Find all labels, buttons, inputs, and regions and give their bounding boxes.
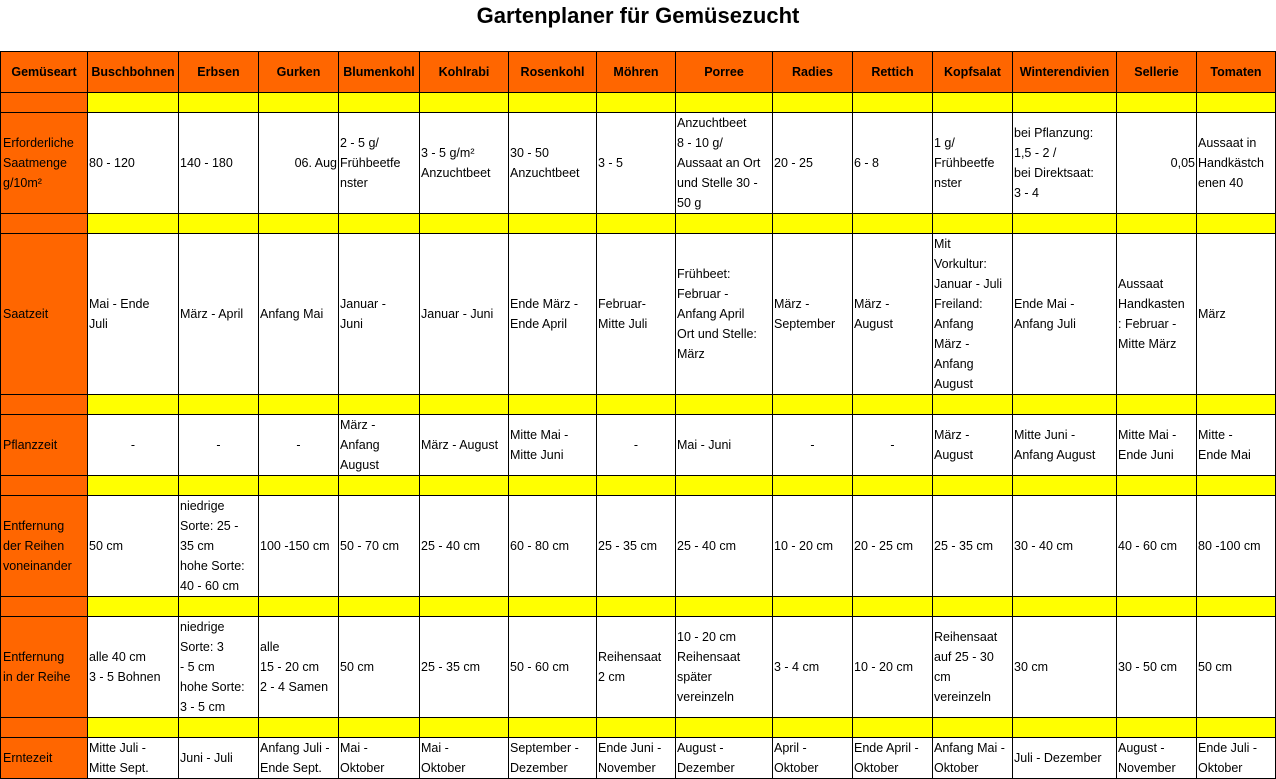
separator-cell[interactable]	[179, 93, 259, 113]
table-cell[interactable]: 25 - 40 cm	[676, 496, 773, 597]
table-cell[interactable]: März	[1197, 234, 1276, 395]
separator-cell[interactable]	[1117, 597, 1197, 617]
separator-cell[interactable]	[1197, 395, 1276, 415]
separator-cell[interactable]	[1013, 93, 1117, 113]
table-cell[interactable]: Juni - Juli	[179, 738, 259, 779]
separator-cell[interactable]	[1117, 93, 1197, 113]
table-cell[interactable]: 50 cm	[88, 496, 179, 597]
separator-cell[interactable]	[509, 718, 597, 738]
separator-cell[interactable]	[773, 597, 853, 617]
table-cell[interactable]: September - Dezember	[509, 738, 597, 779]
table-cell[interactable]: Anfang Juli - Ende Sept.	[259, 738, 339, 779]
separator-cell[interactable]	[179, 476, 259, 496]
separator-cell[interactable]	[509, 93, 597, 113]
table-row	[1, 496, 1276, 597]
table-cell[interactable]: Mai - Oktober	[420, 738, 509, 779]
separator-cell[interactable]	[1197, 476, 1276, 496]
separator-cell[interactable]	[509, 597, 597, 617]
separator-cell[interactable]	[179, 718, 259, 738]
table-cell[interactable]: 6 - 8	[853, 113, 933, 214]
separator-cell[interactable]	[773, 214, 853, 234]
table-cell[interactable]: 25 - 35 cm	[420, 617, 509, 718]
table-cell[interactable]: 25 - 35 cm	[597, 496, 676, 597]
table-cell[interactable]: 10 - 20 cm	[773, 496, 853, 597]
empty-row[interactable]	[0, 32, 1276, 51]
separator-cell[interactable]	[420, 395, 509, 415]
table-cell[interactable]: Anzuchtbeet 8 - 10 g/ Aussaat an Ort und Stelle 30 - 50 g	[676, 113, 773, 214]
separator-cell[interactable]	[1197, 597, 1276, 617]
separator-cell[interactable]	[420, 93, 509, 113]
separator-cell[interactable]	[259, 597, 339, 617]
separator-cell[interactable]	[933, 214, 1013, 234]
row-label-cell[interactable]: Entfernung der Reihen voneinander	[1, 496, 88, 597]
table-cell[interactable]: Frühbeet: Februar - Anfang April Ort und Stelle: März	[676, 234, 773, 395]
table-cell[interactable]: -	[597, 415, 676, 476]
table-cell[interactable]: März - April	[179, 234, 259, 395]
header-cell[interactable]: Gemüseart	[1, 52, 88, 93]
separator-cell[interactable]	[420, 214, 509, 234]
separator-cell[interactable]	[88, 93, 179, 113]
separator-cell[interactable]	[853, 597, 933, 617]
table-cell[interactable]: niedrige Sorte: 3 - 5 cm hohe Sorte: 3 - 5 cm	[179, 617, 259, 718]
header-cell[interactable]: Möhren	[597, 52, 676, 93]
table-cell[interactable]: April - Oktober	[773, 738, 853, 779]
separator-cell[interactable]	[773, 476, 853, 496]
table-cell[interactable]: alle 15 - 20 cm 2 - 4 Samen	[259, 617, 339, 718]
separator-cell[interactable]	[1013, 476, 1117, 496]
table-row	[1, 617, 1276, 718]
separator-cell[interactable]	[339, 93, 420, 113]
separator-cell[interactable]	[1197, 718, 1276, 738]
table-cell[interactable]: Aussaat in Handkästch enen 40	[1197, 113, 1276, 214]
table-cell[interactable]: Mitte - Ende Mai	[1197, 415, 1276, 476]
separator-cell[interactable]	[339, 214, 420, 234]
separator-cell[interactable]	[88, 718, 179, 738]
separator-cell[interactable]	[597, 395, 676, 415]
table-cell[interactable]: Mitte Juni - Anfang August	[1013, 415, 1117, 476]
separator-cell[interactable]	[509, 214, 597, 234]
table-cell[interactable]: 10 - 20 cm Reihensaat später vereinzeln	[676, 617, 773, 718]
separator-cell[interactable]	[1197, 93, 1276, 113]
row-label-cell[interactable]: Entfernung in der Reihe	[1, 617, 88, 718]
table-cell[interactable]: Januar - Juni	[339, 234, 420, 395]
table-cell[interactable]: Aussaat Handkasten : Februar - Mitte März	[1117, 234, 1197, 395]
separator-cell[interactable]	[933, 93, 1013, 113]
table-cell[interactable]: Ende Mai - Anfang Juli	[1013, 234, 1117, 395]
table-cell[interactable]: 50 cm	[1197, 617, 1276, 718]
table-cell[interactable]: 30 - 50 cm	[1117, 617, 1197, 718]
row-label-cell[interactable]: Saatzeit	[1, 234, 88, 395]
separator-cell[interactable]	[1197, 214, 1276, 234]
table-cell[interactable]: Mitte Juli - Mitte Sept.	[88, 738, 179, 779]
table-cell[interactable]: -	[773, 415, 853, 476]
separator-cell[interactable]	[933, 597, 1013, 617]
table-cell[interactable]: 50 cm	[339, 617, 420, 718]
table-cell[interactable]: Mitte Mai - Mitte Juni	[509, 415, 597, 476]
separator-cell[interactable]	[597, 214, 676, 234]
separator-cell[interactable]	[420, 718, 509, 738]
separator-cell[interactable]	[933, 718, 1013, 738]
table-cell[interactable]: Februar- Mitte Juli	[597, 234, 676, 395]
separator-cell[interactable]	[339, 597, 420, 617]
table-cell[interactable]: Reihensaat auf 25 - 30 cm vereinzeln	[933, 617, 1013, 718]
row-label-cell[interactable]: Erforderliche Saatmenge g/10m²	[1, 113, 88, 214]
table-cell[interactable]: 50 - 60 cm	[509, 617, 597, 718]
row-label-cell[interactable]: Pflanzzeit	[1, 415, 88, 476]
separator-cell[interactable]	[853, 718, 933, 738]
header-cell[interactable]: Erbsen	[179, 52, 259, 93]
header-cell[interactable]: Winterendivien	[1013, 52, 1117, 93]
table-cell[interactable]: 50 - 70 cm	[339, 496, 420, 597]
separator-cell[interactable]	[853, 476, 933, 496]
table-cell[interactable]: 100 -150 cm	[259, 496, 339, 597]
table-cell[interactable]: alle 40 cm 3 - 5 Bohnen	[88, 617, 179, 718]
separator-cell[interactable]	[1013, 597, 1117, 617]
table-cell[interactable]: Mitte Mai - Ende Juni	[1117, 415, 1197, 476]
separator-cell[interactable]	[1, 718, 88, 738]
separator-row	[1, 395, 1276, 415]
table-cell[interactable]: Mit Vorkultur: Januar - Juli Freiland: Anfang März - Anfang August	[933, 234, 1013, 395]
table-cell[interactable]: 80 - 120	[88, 113, 179, 214]
table-cell[interactable]: 0,05	[1117, 113, 1197, 214]
separator-cell[interactable]	[933, 395, 1013, 415]
table-cell[interactable]: 30 - 40 cm	[1013, 496, 1117, 597]
separator-cell[interactable]	[676, 718, 773, 738]
table-cell[interactable]: März - Anfang August	[339, 415, 420, 476]
separator-cell[interactable]	[259, 718, 339, 738]
table-cell[interactable]: 1 g/ Frühbeetfe nster	[933, 113, 1013, 214]
header-cell[interactable]: Tomaten	[1197, 52, 1276, 93]
separator-cell[interactable]	[339, 476, 420, 496]
header-cell[interactable]: Kohlrabi	[420, 52, 509, 93]
separator-cell[interactable]	[1, 476, 88, 496]
table-cell[interactable]: 80 -100 cm	[1197, 496, 1276, 597]
table-cell[interactable]: -	[853, 415, 933, 476]
header-cell[interactable]: Buschbohnen	[88, 52, 179, 93]
table-cell[interactable]: Anfang Mai - Oktober	[933, 738, 1013, 779]
separator-cell[interactable]	[1013, 718, 1117, 738]
header-cell[interactable]: Kopfsalat	[933, 52, 1013, 93]
table-cell[interactable]: August - Dezember	[676, 738, 773, 779]
table-cell[interactable]: März - August	[933, 415, 1013, 476]
header-cell[interactable]: Rosenkohl	[509, 52, 597, 93]
separator-cell[interactable]	[597, 718, 676, 738]
separator-cell[interactable]	[1117, 476, 1197, 496]
separator-cell[interactable]	[853, 93, 933, 113]
table-cell[interactable]: 3 - 5 g/m² Anzuchtbeet	[420, 113, 509, 214]
separator-cell[interactable]	[1117, 395, 1197, 415]
separator-cell[interactable]	[88, 395, 179, 415]
separator-cell[interactable]	[1, 214, 88, 234]
separator-cell[interactable]	[676, 476, 773, 496]
sheet-title[interactable]: Gartenplaner für Gemüsezucht	[476, 3, 800, 28]
separator-row	[1, 214, 1276, 234]
table-cell[interactable]: März - September	[773, 234, 853, 395]
separator-cell[interactable]	[1013, 395, 1117, 415]
separator-cell[interactable]	[179, 214, 259, 234]
table-cell[interactable]: März - August	[420, 415, 509, 476]
table-cell[interactable]: Ende Juni - November	[597, 738, 676, 779]
table-cell[interactable]: Anfang Mai	[259, 234, 339, 395]
separator-cell[interactable]	[676, 395, 773, 415]
table-cell[interactable]: Ende April - Oktober	[853, 738, 933, 779]
separator-row	[1, 93, 1276, 113]
separator-cell[interactable]	[597, 93, 676, 113]
separator-cell[interactable]	[773, 718, 853, 738]
table-cell[interactable]: Januar - Juni	[420, 234, 509, 395]
header-cell[interactable]: Radies	[773, 52, 853, 93]
header-cell[interactable]: Blumenkohl	[339, 52, 420, 93]
separator-cell[interactable]	[259, 476, 339, 496]
garden-table	[0, 51, 1276, 779]
table-cell[interactable]: Mai - Juni	[676, 415, 773, 476]
table-cell[interactable]: 25 - 35 cm	[933, 496, 1013, 597]
table-cell[interactable]: 20 - 25	[773, 113, 853, 214]
table-row	[1, 113, 1276, 214]
separator-cell[interactable]	[1, 597, 88, 617]
separator-cell[interactable]	[853, 214, 933, 234]
table-cell[interactable]: Ende März - Ende April	[509, 234, 597, 395]
table-cell[interactable]: 60 - 80 cm	[509, 496, 597, 597]
separator-cell[interactable]	[339, 718, 420, 738]
separator-cell[interactable]	[1, 93, 88, 113]
separator-row	[1, 597, 1276, 617]
table-cell[interactable]: 30 - 50 Anzuchtbeet	[509, 113, 597, 214]
separator-row	[1, 476, 1276, 496]
separator-cell[interactable]	[179, 597, 259, 617]
header-cell[interactable]: Gurken	[259, 52, 339, 93]
header-row	[1, 52, 1276, 93]
table-cell[interactable]: -	[88, 415, 179, 476]
table-cell[interactable]: März - August	[853, 234, 933, 395]
separator-cell[interactable]	[259, 93, 339, 113]
separator-cell[interactable]	[933, 476, 1013, 496]
separator-cell[interactable]	[1013, 214, 1117, 234]
header-cell[interactable]: Porree	[676, 52, 773, 93]
table-cell[interactable]: bei Pflanzung: 1,5 - 2 / bei Direktsaat: 3 - 4	[1013, 113, 1117, 214]
separator-cell[interactable]	[509, 395, 597, 415]
table-row	[1, 738, 1276, 779]
table-cell[interactable]: -	[179, 415, 259, 476]
table-cell[interactable]: 40 - 60 cm	[1117, 496, 1197, 597]
table-cell[interactable]: 25 - 40 cm	[420, 496, 509, 597]
separator-cell[interactable]	[88, 476, 179, 496]
separator-cell[interactable]	[1, 395, 88, 415]
separator-cell[interactable]	[88, 597, 179, 617]
separator-cell[interactable]	[1117, 718, 1197, 738]
table-cell[interactable]: August - November	[1117, 738, 1197, 779]
separator-row	[1, 718, 1276, 738]
separator-cell[interactable]	[88, 214, 179, 234]
separator-cell[interactable]	[597, 476, 676, 496]
separator-cell[interactable]	[1117, 214, 1197, 234]
table-cell[interactable]: 06. Aug	[259, 113, 339, 214]
separator-cell[interactable]	[420, 476, 509, 496]
table-row	[1, 415, 1276, 476]
table-cell[interactable]: niedrige Sorte: 25 - 35 cm hohe Sorte: 40 - 60 cm	[179, 496, 259, 597]
table-row	[1, 234, 1276, 395]
table-cell[interactable]: 140 - 180	[179, 113, 259, 214]
table-cell[interactable]: 2 - 5 g/ Frühbeetfe nster	[339, 113, 420, 214]
separator-cell[interactable]	[259, 214, 339, 234]
table-cell[interactable]: Mai - Ende Juli	[88, 234, 179, 395]
table-cell[interactable]: 30 cm	[1013, 617, 1117, 718]
table-cell[interactable]: 3 - 4 cm	[773, 617, 853, 718]
separator-cell[interactable]	[509, 476, 597, 496]
table-cell[interactable]: 3 - 5	[597, 113, 676, 214]
header-cell[interactable]: Sellerie	[1117, 52, 1197, 93]
header-cell[interactable]: Rettich	[853, 52, 933, 93]
table-cell[interactable]: -	[259, 415, 339, 476]
separator-cell[interactable]	[676, 93, 773, 113]
separator-cell[interactable]	[676, 597, 773, 617]
table-cell[interactable]: Mai - Oktober	[339, 738, 420, 779]
separator-cell[interactable]	[259, 395, 339, 415]
separator-cell[interactable]	[339, 395, 420, 415]
table-cell[interactable]: Ende Juli - Oktober	[1197, 738, 1276, 779]
separator-cell[interactable]	[179, 395, 259, 415]
separator-cell[interactable]	[773, 395, 853, 415]
row-label-cell[interactable]: Erntezeit	[1, 738, 88, 779]
separator-cell[interactable]	[773, 93, 853, 113]
table-cell[interactable]: 20 - 25 cm	[853, 496, 933, 597]
table-cell[interactable]: Juli - Dezember	[1013, 738, 1117, 779]
separator-cell[interactable]	[676, 214, 773, 234]
table-cell[interactable]: 10 - 20 cm	[853, 617, 933, 718]
separator-cell[interactable]	[853, 395, 933, 415]
separator-cell[interactable]	[597, 597, 676, 617]
separator-cell[interactable]	[420, 597, 509, 617]
table-cell[interactable]: Reihensaat 2 cm	[597, 617, 676, 718]
